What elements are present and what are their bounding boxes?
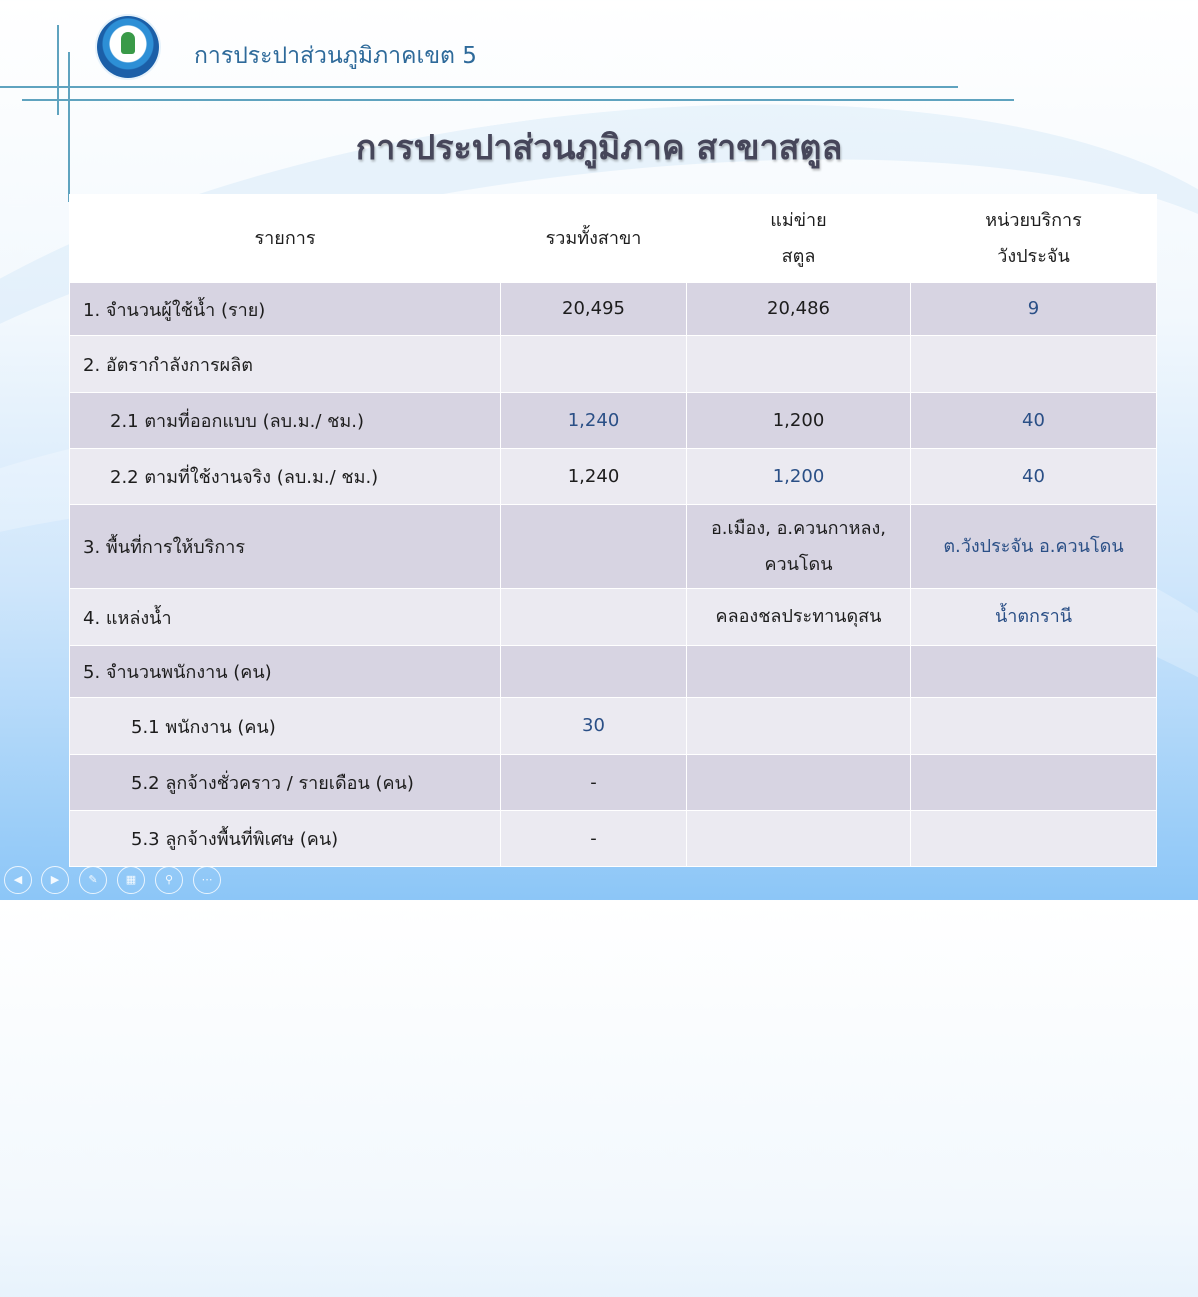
table-row: 5.3 ลูกจ้างพื้นที่พิเศษ (คน) - <box>70 811 1157 867</box>
slides-icon[interactable]: ▦ <box>117 866 145 894</box>
pen-icon[interactable]: ✎ <box>79 866 107 894</box>
table-row: 5.1 พนักงาน (คน) 30 <box>70 698 1157 755</box>
previous-icon[interactable]: ◀ <box>4 866 32 894</box>
table-row: 1. จำนวนผู้ใช้น้ำ (ราย) 20,495 20,486 9 <box>70 283 1157 336</box>
frame-line <box>22 99 1014 101</box>
organization-logo <box>97 16 159 78</box>
table-row: 5. จำนวนพนักงาน (คน) <box>70 646 1157 698</box>
table-row: 5.2 ลูกจ้างชั่วคราว / รายเดือน (คน) - <box>70 755 1157 811</box>
frame-line <box>0 86 958 88</box>
column-header-unit: หน่วยบริการ วังประจัน <box>911 195 1157 283</box>
table-row: 2. อัตรากำลังการผลิต <box>70 336 1157 393</box>
column-header-item: รายการ <box>70 195 501 283</box>
data-table <box>69 194 1157 867</box>
next-icon[interactable]: ▶ <box>41 866 69 894</box>
table-row: 4. แหล่งน้ำ คลองชลประทานดุสน น้ำตกรานี <box>70 589 1157 646</box>
header-title: การประปาส่วนภูมิภาคเขต 5 <box>194 43 477 69</box>
table-row: 2.1 ตามที่ออกแบบ (ลบ.ม./ ชม.) 1,240 1,200 40 <box>70 393 1157 449</box>
column-header-main: แม่ข่าย สตูล <box>687 195 911 283</box>
table-header-row <box>70 195 1157 283</box>
zoom-icon[interactable]: ⚲ <box>155 866 183 894</box>
more-icon[interactable]: ⋯ <box>193 866 221 894</box>
table-row: 2.2 ตามที่ใช้งานจริง (ลบ.ม./ ชม.) 1,240 1,200 40 <box>70 449 1157 505</box>
table-row: 3. พื้นที่การให้บริการ อ.เมือง, อ.ควนกาหลง, ควนโดน ต.วังประจัน อ.ควนโดน <box>70 505 1157 589</box>
page-title: การประปาส่วนภูมิภาค สาขาสตูล <box>355 128 843 168</box>
column-header-total: รวมทั้งสาขา <box>501 195 687 283</box>
frame-line <box>57 25 59 115</box>
